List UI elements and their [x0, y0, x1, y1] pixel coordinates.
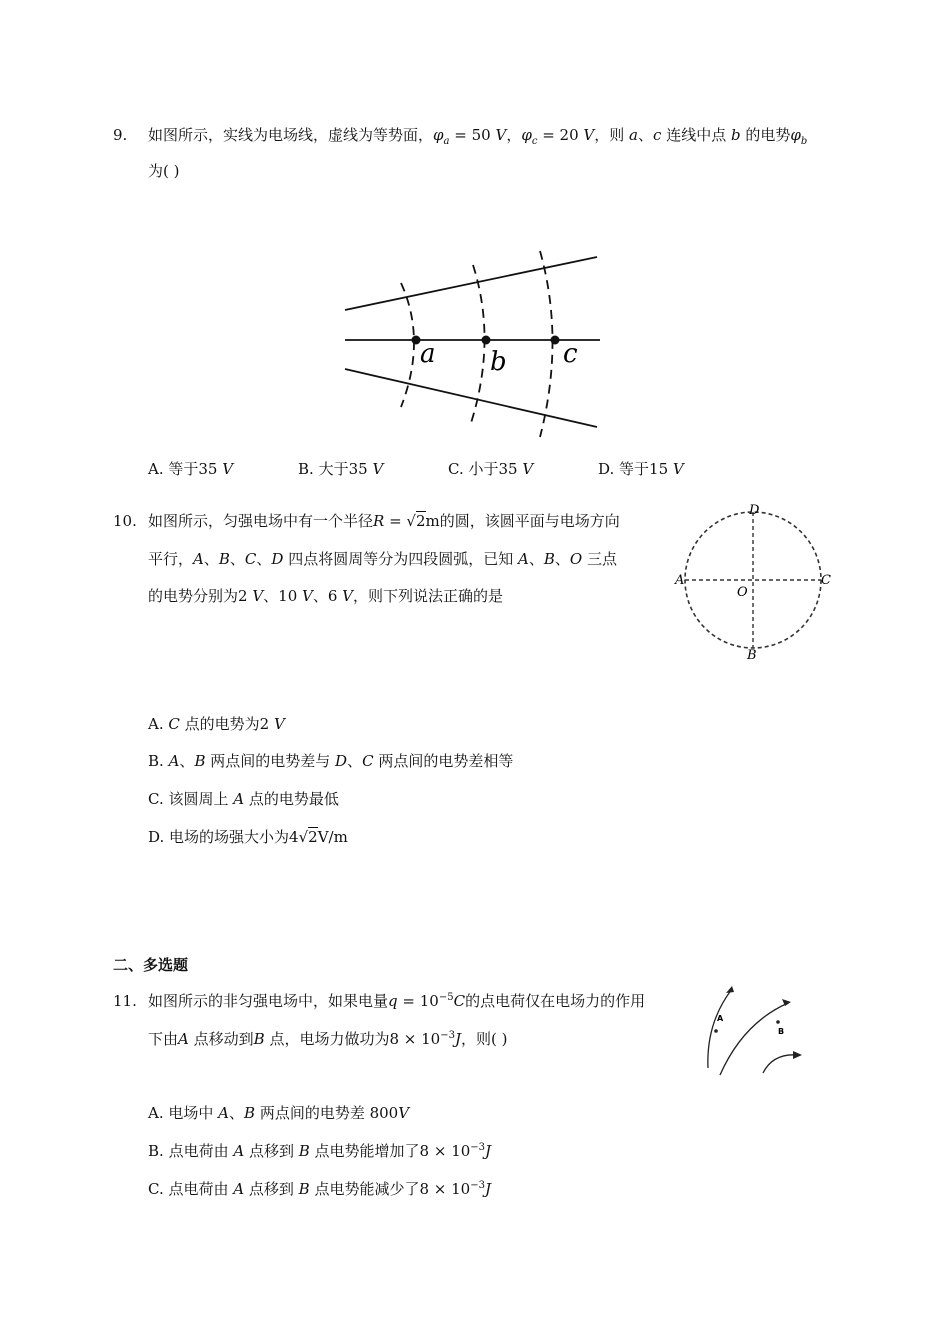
circle-label-c: C	[821, 573, 831, 588]
point-b-label: B	[778, 1027, 785, 1036]
point-c	[551, 336, 560, 345]
arrow-head-left	[726, 986, 734, 993]
label-a: a	[420, 339, 436, 369]
field-curve-left	[708, 989, 732, 1068]
q11-option-b[interactable]: B. 点电荷由 A 点移到 B 点电势能增加了$8 \times 10^{-3}J$	[148, 1142, 492, 1160]
q10-stem-line1: 如图所示，匀强电场中有一个半径R = √2m的圆，该圆平面与电场方向	[148, 512, 620, 530]
circle-label-o: O	[737, 585, 748, 600]
field-curve-right	[763, 1055, 798, 1073]
field-curve-middle	[720, 1003, 788, 1075]
q9-option-c[interactable]: C. 小于35 V	[448, 460, 534, 478]
q11-field-figure	[698, 983, 808, 1078]
point-a-label: A	[717, 1014, 724, 1023]
q9-option-b[interactable]: B. 大于35 V	[298, 460, 384, 478]
point-b	[482, 336, 491, 345]
circle-label-b: B	[747, 648, 757, 663]
q11-option-a[interactable]: A. 电场中 A、B 两点间的电势差 800V	[148, 1104, 410, 1122]
equipotential-c	[540, 251, 553, 437]
field-line-top	[345, 257, 597, 310]
q10-stem-line2: 平行，A、B、C、D 四点将圆周等分为四段圆弧，已知 A、B、O 三点	[148, 550, 617, 568]
q9-field-line-figure	[335, 245, 605, 445]
q10-option-a[interactable]: A. C 点的电势为2 V	[148, 715, 285, 733]
label-c: c	[563, 339, 578, 369]
q10-stem-line3: 的电势分别为2 V、10 V、6 V，则下列说法正确的是	[148, 587, 504, 605]
q9-option-d[interactable]: D. 等于15 V	[598, 460, 684, 478]
q11-number: 11.	[113, 992, 137, 1010]
circle-label-d: D	[749, 503, 760, 518]
q11-stem-line1: 如图所示的非匀强电场中，如果电量$q = 10^{-5}C$的点电荷仅在电场力的作用	[148, 992, 646, 1010]
q11-stem-line2: 下由A 点移动到B 点，电场力做功为$8 \times 10^{-3}J$，则( )	[148, 1030, 508, 1048]
arrow-head-right	[793, 1051, 802, 1059]
section-heading-multiple-choice: 二、多选题	[113, 956, 189, 974]
point-a-dot	[714, 1029, 718, 1033]
q9-stem-line1: 如图所示，实线为电场线，虚线为等势面，$\varphi_a = 50$ V，$\varphi_c = 20$ V，则 a、c 连线中点 b 的电势$\varphi_b$	[148, 126, 808, 147]
field-line-bottom	[345, 369, 597, 427]
circle-label-a: A	[675, 573, 685, 588]
point-b-dot	[776, 1020, 780, 1024]
q9-number: 9.	[113, 126, 128, 144]
q9-stem-line2: 为( )	[148, 162, 180, 180]
q10-number: 10.	[113, 512, 137, 530]
q9-option-a[interactable]: A. 等于35 V	[148, 460, 234, 478]
q10-option-d[interactable]: D. 电场的场强大小为4√2V/m	[148, 828, 348, 846]
label-b: b	[490, 347, 507, 377]
q10-option-b[interactable]: B. A、B 两点间的电势差与 D、C 两点间的电势差相等	[148, 752, 514, 770]
q10-option-c[interactable]: C. 该圆周上 A 点的电势最低	[148, 790, 339, 808]
q10-circle-figure	[673, 500, 843, 670]
equipotential-a	[401, 283, 414, 407]
q11-option-c[interactable]: C. 点电荷由 A 点移到 B 点电势能减少了$8 \times 10^{-3}J$	[148, 1180, 491, 1198]
